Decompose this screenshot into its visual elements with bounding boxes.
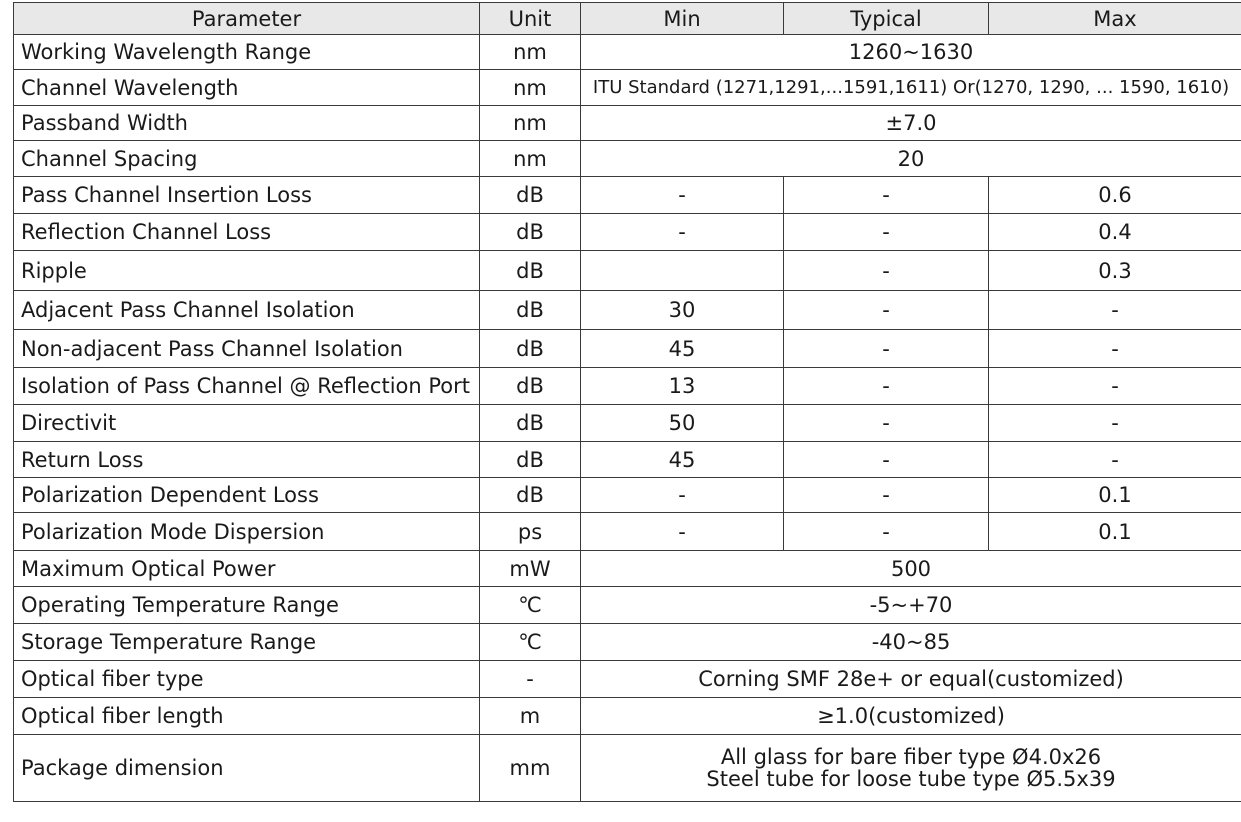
- min-cell: 13: [581, 368, 784, 405]
- typical-cell: -: [784, 330, 989, 368]
- unit-cell: nm: [480, 70, 581, 106]
- parameter-cell: Directivit: [14, 405, 480, 442]
- parameter-cell: Package dimension: [14, 735, 480, 802]
- table-row: [14, 513, 1241, 551]
- parameter-cell: Isolation of Pass Channel @ Reflection Port: [14, 368, 480, 405]
- parameter-cell: Working Wavelength Range: [14, 35, 480, 70]
- table-row: [14, 478, 1241, 513]
- package-line-2: Steel tube for loose tube type Ø5.5x39: [706, 767, 1116, 791]
- typical-cell: -: [784, 291, 989, 330]
- typical-cell: -: [784, 405, 989, 442]
- parameter-cell: Return Loss: [14, 442, 480, 478]
- value-span-cell: -5~+70: [581, 587, 1241, 624]
- value-span-cell: 500: [581, 551, 1241, 587]
- unit-cell: dB: [480, 368, 581, 405]
- min-cell: -: [581, 214, 784, 251]
- parameter-cell: Adjacent Pass Channel Isolation: [14, 291, 480, 330]
- min-cell: 45: [581, 330, 784, 368]
- unit-cell: m: [480, 698, 581, 735]
- unit-cell: nm: [480, 141, 581, 177]
- typical-cell: -: [784, 513, 989, 551]
- typical-cell: -: [784, 251, 989, 291]
- max-cell: -: [989, 330, 1241, 368]
- header-row: [14, 3, 1241, 35]
- table-row: [14, 661, 1241, 698]
- parameter-cell: Optical fiber type: [14, 661, 480, 698]
- table-row: [14, 587, 1241, 624]
- min-cell: 50: [581, 405, 784, 442]
- table-row: [14, 368, 1241, 405]
- parameter-cell: Channel Wavelength: [14, 70, 480, 106]
- max-cell: -: [989, 442, 1241, 478]
- value-span-cell: 1260~1630: [581, 35, 1241, 70]
- unit-cell: nm: [480, 35, 581, 70]
- value-span-cell: 20: [581, 141, 1241, 177]
- header-typical: Typical: [784, 3, 989, 35]
- table-row: [14, 106, 1241, 141]
- unit-cell: dB: [480, 291, 581, 330]
- unit-cell: ℃: [480, 587, 581, 624]
- package-line-1: All glass for bare fiber type Ø4.0x26: [720, 745, 1102, 769]
- table-row: [14, 70, 1241, 106]
- header-unit: Unit: [480, 3, 581, 35]
- table-row: [14, 442, 1241, 478]
- unit-cell: dB: [480, 478, 581, 513]
- unit-cell: dB: [480, 177, 581, 214]
- parameter-cell: Operating Temperature Range: [14, 587, 480, 624]
- min-cell: -: [581, 478, 784, 513]
- parameter-cell: Polarization Mode Dispersion: [14, 513, 480, 551]
- unit-cell: dB: [480, 442, 581, 478]
- table-row: [14, 624, 1241, 661]
- unit-cell: ℃: [480, 624, 581, 661]
- unit-cell: mW: [480, 551, 581, 587]
- unit-cell: mm: [480, 735, 581, 802]
- unit-cell: dB: [480, 330, 581, 368]
- min-cell: 30: [581, 291, 784, 330]
- table-row: [14, 405, 1241, 442]
- max-cell: -: [989, 291, 1241, 330]
- unit-cell: dB: [480, 251, 581, 291]
- parameter-cell: Pass Channel Insertion Loss: [14, 177, 480, 214]
- table-row: [14, 251, 1241, 291]
- header-min: Min: [581, 3, 784, 35]
- value-span-cell: Corning SMF 28e+ or equal(customized): [581, 661, 1241, 698]
- table-row: [14, 330, 1241, 368]
- table-row: [14, 177, 1241, 214]
- parameter-cell: Storage Temperature Range: [14, 624, 480, 661]
- table-row: [14, 291, 1241, 330]
- max-cell: -: [989, 368, 1241, 405]
- min-cell: 45: [581, 442, 784, 478]
- max-cell: 0.3: [989, 251, 1241, 291]
- table-row: [14, 141, 1241, 177]
- value-span-cell: -40~85: [581, 624, 1241, 661]
- parameter-cell: Passband Width: [14, 106, 480, 141]
- max-cell: 0.1: [989, 478, 1241, 513]
- parameter-cell: Ripple: [14, 251, 480, 291]
- max-cell: 0.6: [989, 177, 1241, 214]
- table-row: [14, 35, 1241, 70]
- table-row: [14, 551, 1241, 587]
- table-row: [14, 735, 1241, 802]
- parameter-cell: Maximum Optical Power: [14, 551, 480, 587]
- min-cell: -: [581, 177, 784, 214]
- parameter-cell: Polarization Dependent Loss: [14, 478, 480, 513]
- header-max: Max: [989, 3, 1241, 35]
- parameter-cell: Reflection Channel Loss: [14, 214, 480, 251]
- min-cell: -: [581, 513, 784, 551]
- unit-cell: dB: [480, 214, 581, 251]
- parameter-cell: Optical fiber length: [14, 698, 480, 735]
- parameter-cell: Non-adjacent Pass Channel Isolation: [14, 330, 480, 368]
- unit-cell: ps: [480, 513, 581, 551]
- unit-cell: nm: [480, 106, 581, 141]
- typical-cell: -: [784, 442, 989, 478]
- typical-cell: -: [784, 214, 989, 251]
- max-cell: 0.4: [989, 214, 1241, 251]
- table-row: [14, 214, 1241, 251]
- header-parameter: Parameter: [14, 3, 480, 35]
- max-cell: -: [989, 405, 1241, 442]
- spec-table: [13, 2, 1241, 802]
- table-row: [14, 698, 1241, 735]
- value-span-cell: ITU Standard (1271,1291,...1591,1611) Or(1270, 1290, ... 1590, 1610): [581, 70, 1241, 106]
- unit-cell: dB: [480, 405, 581, 442]
- min-cell: [581, 251, 784, 291]
- max-cell: 0.1: [989, 513, 1241, 551]
- typical-cell: -: [784, 478, 989, 513]
- parameter-cell: Channel Spacing: [14, 141, 480, 177]
- value-span-cell: ±7.0: [581, 106, 1241, 141]
- value-span-cell: [581, 735, 1241, 802]
- value-span-cell: ≥1.0(customized): [581, 698, 1241, 735]
- typical-cell: -: [784, 368, 989, 405]
- typical-cell: -: [784, 177, 989, 214]
- unit-cell: -: [480, 661, 581, 698]
